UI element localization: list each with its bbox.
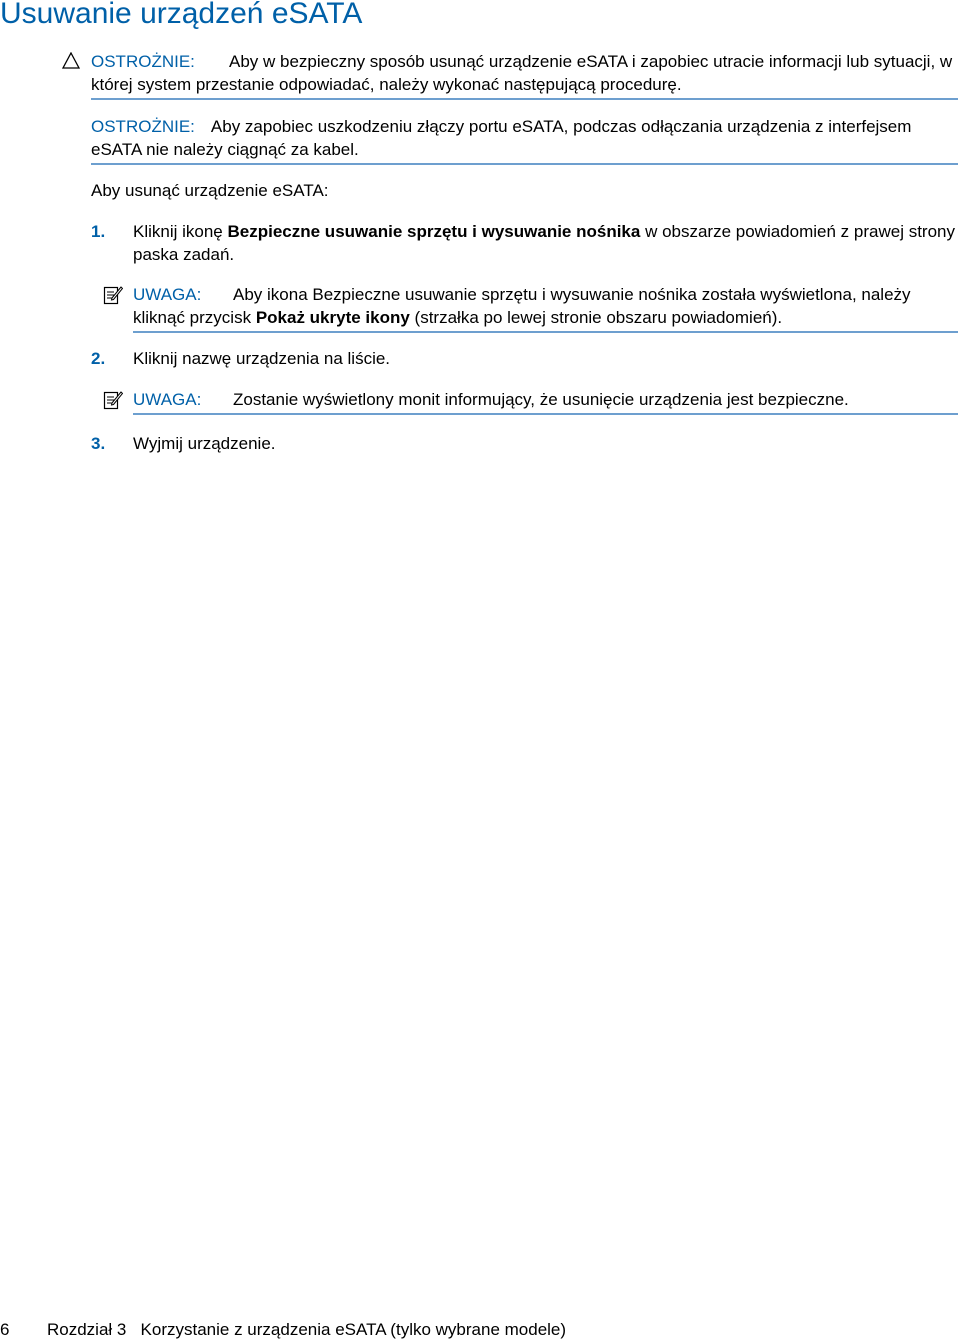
step-text-part: Kliknij ikonę: [133, 222, 228, 241]
note-pencil-icon: [103, 284, 123, 306]
caution-text: Aby w bezpieczny sposób usunąć urządzenie eSATA i zapobiec utracie informacji lub sytuacji, w której system przestanie odpowiadać, należy wykonać następującą procedurę.: [91, 52, 953, 94]
caution-box-1: [91, 50, 958, 100]
page-number: 6: [0, 1320, 10, 1339]
page-footer: [0, 1318, 566, 1341]
warning-triangle-icon: [62, 52, 80, 69]
intro-text: Aby usunąć urządzenie eSATA:: [91, 181, 329, 200]
caution-label: OSTROŻNIE:: [91, 117, 195, 136]
note-label: UWAGA:: [133, 285, 202, 304]
caution-box-2: [91, 115, 958, 165]
note-bold-text: Pokaż ukryte ikony: [255, 308, 410, 327]
chapter-title: Rozdział 3 Korzystanie z urządzenia eSATA (tylko wybrane modele): [47, 1320, 567, 1339]
note-text-part: (strzałka po lewej stronie obszaru powiadomień).: [409, 308, 783, 327]
note-label: UWAGA:: [133, 390, 202, 409]
step-bold-text: Bezpieczne usuwanie sprzętu i wysuwanie nośnika: [227, 222, 641, 241]
step-text: Wyjmij urządzenie.: [133, 434, 276, 453]
caution-text: Aby zapobiec uszkodzeniu złączy portu eSATA, podczas odłączania urządzenia z interfejsem eSATA nie należy ciągnąć za kabel.: [91, 117, 912, 159]
step-number: 1.: [91, 222, 106, 241]
step-text: Kliknij nazwę urządzenia na liście.: [133, 349, 391, 368]
page-title: Usuwanie urządzeń eSATA: [0, 0, 363, 30]
caution-label: OSTROŻNIE:: [91, 52, 195, 71]
step-text-part: w obszarze powiadomień z prawej strony paska zadań.: [133, 222, 955, 264]
step-number: 2.: [91, 349, 106, 368]
note-box-2: [133, 388, 958, 415]
note-text: Zostanie wyświetlony monit informujący, że usunięcie urządzenia jest bezpieczne.: [233, 390, 849, 409]
note-box-1: [133, 283, 958, 333]
note-text-part: Aby ikona Bezpieczne usuwanie sprzętu i wysuwanie nośnika została wyświetlona, należy kliknąć przycisk: [133, 285, 911, 327]
note-pencil-icon: [103, 389, 123, 411]
step-number: 3.: [91, 434, 106, 453]
step-text: [133, 220, 958, 266]
